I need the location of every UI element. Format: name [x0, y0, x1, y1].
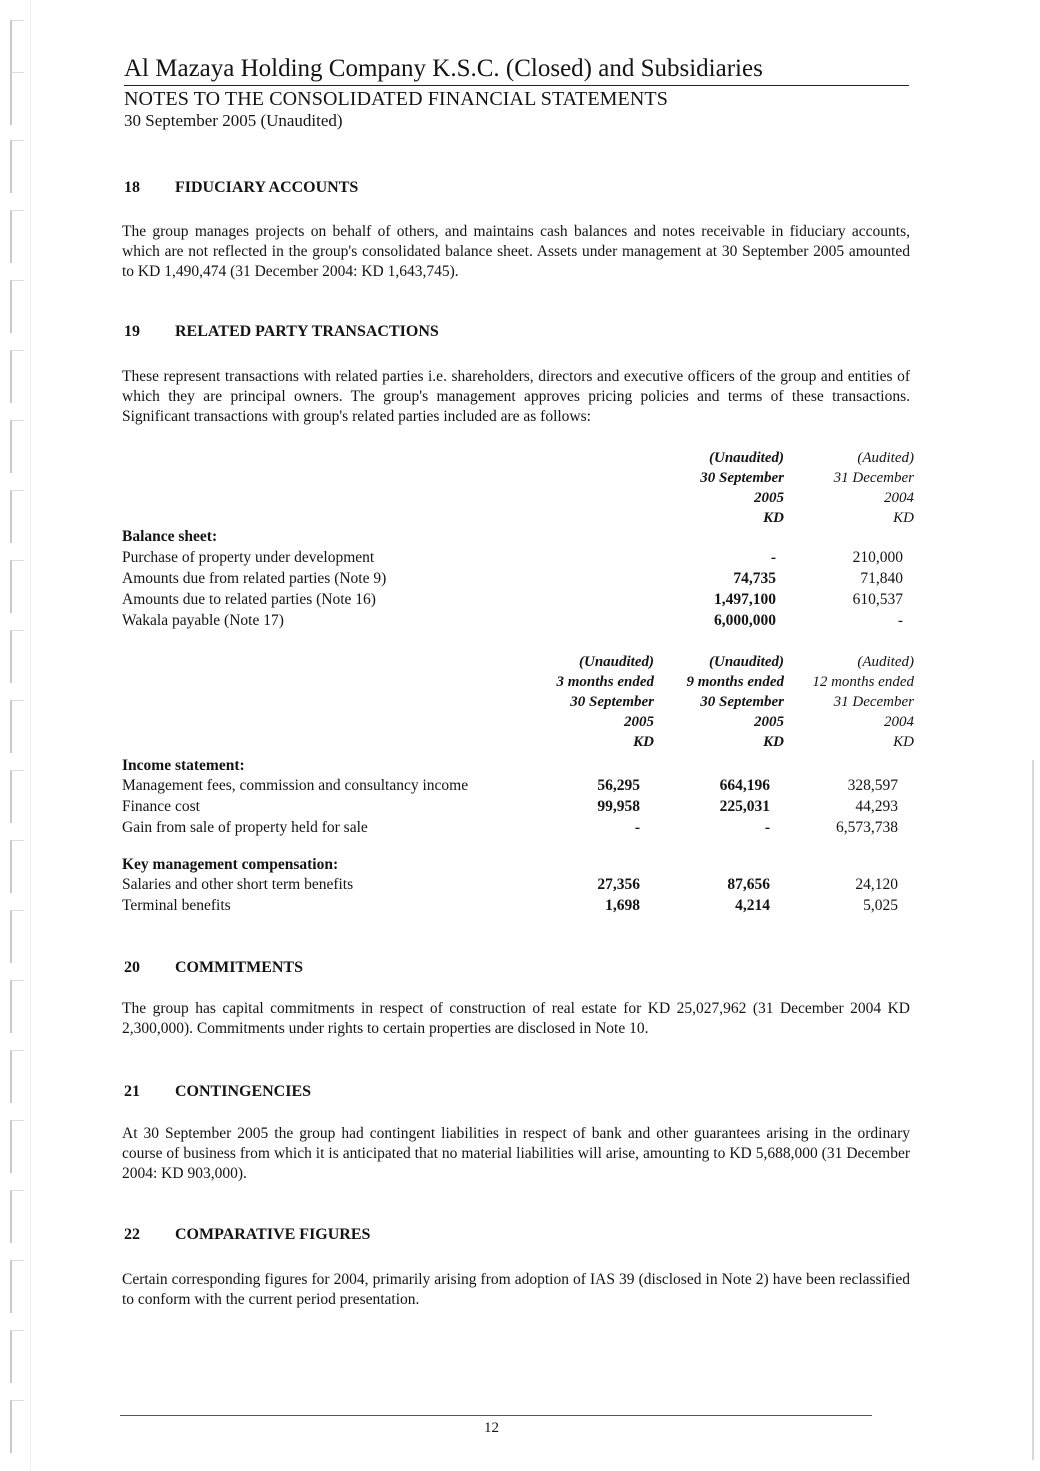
- balance-col2-year: 2004: [884, 490, 914, 506]
- income-col3-year: 2004: [884, 714, 914, 730]
- income-col1-header: [520, 652, 654, 752]
- income-row-value-9m: 225,031: [719, 798, 770, 815]
- section-22-text: Certain corresponding figures for 2004, primarily arising from adoption of IAS 39 (disclosed in Note 2) have been reclassified to conform with the current period presentation.: [122, 1271, 910, 1308]
- key-row-label: Salaries and other short term benefits: [122, 876, 354, 893]
- balance-row-value-dec2004: 71,840: [860, 570, 903, 587]
- balance-row-value-dec2004: 210,000: [852, 549, 903, 566]
- section-21-title: CONTINGENCIES: [175, 1083, 312, 1100]
- balance-row-value-dec2004: 610,537: [852, 591, 903, 608]
- section-19-title: RELATED PARTY TRANSACTIONS: [175, 323, 439, 340]
- income-row-label: Management fees, commission and consultancy income: [122, 777, 469, 794]
- balance-col2-period: 31 December: [833, 470, 914, 486]
- section-20-title: COMMITMENTS: [175, 959, 303, 976]
- income-row-label: Gain from sale of property held for sale: [122, 819, 368, 836]
- section-19-text: These represent transactions with related parties i.e. shareholders, directors and executive officers of the group and entities of which they are principal owners. The group's management approves pricing policies and terms of these transactions. Significant transactions with group's related parties included are as follows:: [122, 368, 910, 425]
- section-20-text: The group has capital commitments in respect of construction of real estate for KD 25,027,962 (31 December 2004 KD 2,300,000). Commitments under rights to certain properties are disclosed in Note 10.: [122, 1000, 910, 1037]
- section-21-text: At 30 September 2005 the group had contingent liabilities in respect of bank and other guarantees arising in the ordinary course of business from which it is anticipated that no material liabilities will arise, amounting to KD 5,688,000 (31 December 2004: KD 903,000).: [122, 1125, 910, 1182]
- key-row-value-12m: 5,025: [863, 897, 898, 914]
- balance-row-value-sep2005: 1,497,100: [714, 591, 776, 608]
- balance-col1-period: 30 September: [700, 470, 784, 486]
- balance-row-value-dec2004: -: [897, 612, 903, 629]
- page-edge-shadow: [1032, 760, 1034, 1460]
- income-col3-unit: KD: [893, 734, 914, 750]
- income-col3-period: 31 December: [833, 694, 914, 710]
- balance-col1-header: [660, 448, 784, 528]
- header-rule: [124, 85, 909, 86]
- balance-row-value-sep2005: 74,735: [733, 570, 776, 587]
- company-name: Al Mazaya Holding Company K.S.C. (Closed) and Subsidiaries: [124, 55, 763, 82]
- income-row-value-9m: -: [764, 819, 770, 836]
- income-col1-period: 30 September: [570, 694, 654, 710]
- income-row-value-3m: 56,295: [597, 777, 640, 794]
- income-col2-year: 2005: [754, 714, 784, 730]
- key-management-heading: Key management compensation:: [122, 856, 339, 873]
- balance-row-label: Purchase of property under development: [122, 549, 375, 566]
- key-row-label: Terminal benefits: [122, 897, 231, 914]
- income-col2-unit: KD: [763, 734, 784, 750]
- balance-row-label: Amounts due from related parties (Note 9): [122, 570, 387, 587]
- balance-row-label: Amounts due to related parties (Note 16): [122, 591, 376, 608]
- balance-sheet-heading: Balance sheet:: [122, 528, 218, 545]
- income-col3-range: 12 months ended: [812, 674, 914, 690]
- income-row-value-3m: 99,958: [597, 798, 640, 815]
- balance-col2-status: (Audited): [857, 450, 914, 466]
- key-row-value-9m: 4,214: [735, 897, 770, 914]
- key-row-value-3m: 1,698: [605, 897, 640, 914]
- balance-col2-header: [790, 448, 914, 528]
- income-col1-year: 2005: [624, 714, 654, 730]
- income-col3-header: [784, 652, 914, 752]
- income-col2-status: (Unaudited): [709, 654, 784, 670]
- income-row-value-3m: -: [634, 819, 640, 836]
- balance-col1-year: 2005: [754, 490, 784, 506]
- balance-row-value-sep2005: 6,000,000: [714, 612, 776, 629]
- balance-row-label: Wakala payable (Note 17): [122, 612, 284, 629]
- section-21-number: 21: [124, 1083, 140, 1100]
- income-col1-status: (Unaudited): [579, 654, 654, 670]
- balance-row-value-sep2005: -: [770, 549, 776, 566]
- key-row-value-3m: 27,356: [597, 876, 640, 893]
- section-22-number: 22: [124, 1226, 140, 1243]
- balance-col2-unit: KD: [893, 510, 914, 526]
- binding-edge: [0, 0, 31, 1471]
- income-col1-range: 3 months ended: [556, 674, 654, 690]
- section-20-number: 20: [124, 959, 140, 976]
- income-col2-header: [650, 652, 784, 752]
- document-date: 30 September 2005 (Unaudited): [124, 111, 343, 130]
- income-row-label: Finance cost: [122, 798, 200, 815]
- key-row-value-12m: 24,120: [855, 876, 898, 893]
- income-col2-range: 9 months ended: [686, 674, 784, 690]
- footer-rule: [120, 1415, 872, 1416]
- income-statement-heading: Income statement:: [122, 757, 245, 774]
- section-19-number: 19: [124, 323, 140, 340]
- income-row-value-12m: 328,597: [847, 777, 898, 794]
- income-col3-status: (Audited): [857, 654, 914, 670]
- page-number: 12: [484, 1420, 499, 1436]
- income-row-value-12m: 6,573,738: [836, 819, 898, 836]
- section-18-number: 18: [124, 179, 140, 196]
- income-col1-unit: KD: [633, 734, 654, 750]
- income-col2-period: 30 September: [700, 694, 784, 710]
- section-22-title: COMPARATIVE FIGURES: [175, 1226, 371, 1243]
- key-row-value-9m: 87,656: [727, 876, 770, 893]
- section-18-title: FIDUCIARY ACCOUNTS: [175, 179, 359, 196]
- income-row-value-12m: 44,293: [855, 798, 898, 815]
- section-18-text: The group manages projects on behalf of others, and maintains cash balances and notes receivable in fiduciary accounts, which are not reflected in the group's consolidated balance sheet. Assets under management at 30 September 2005 amounted to KD 1,490,474 (31 December 2004: KD 1,643,745).: [122, 223, 910, 280]
- document-subtitle: NOTES TO THE CONSOLIDATED FINANCIAL STATEMENTS: [124, 88, 668, 110]
- balance-col1-status: (Unaudited): [709, 450, 784, 466]
- balance-col1-unit: KD: [763, 510, 784, 526]
- income-row-value-9m: 664,196: [719, 777, 770, 794]
